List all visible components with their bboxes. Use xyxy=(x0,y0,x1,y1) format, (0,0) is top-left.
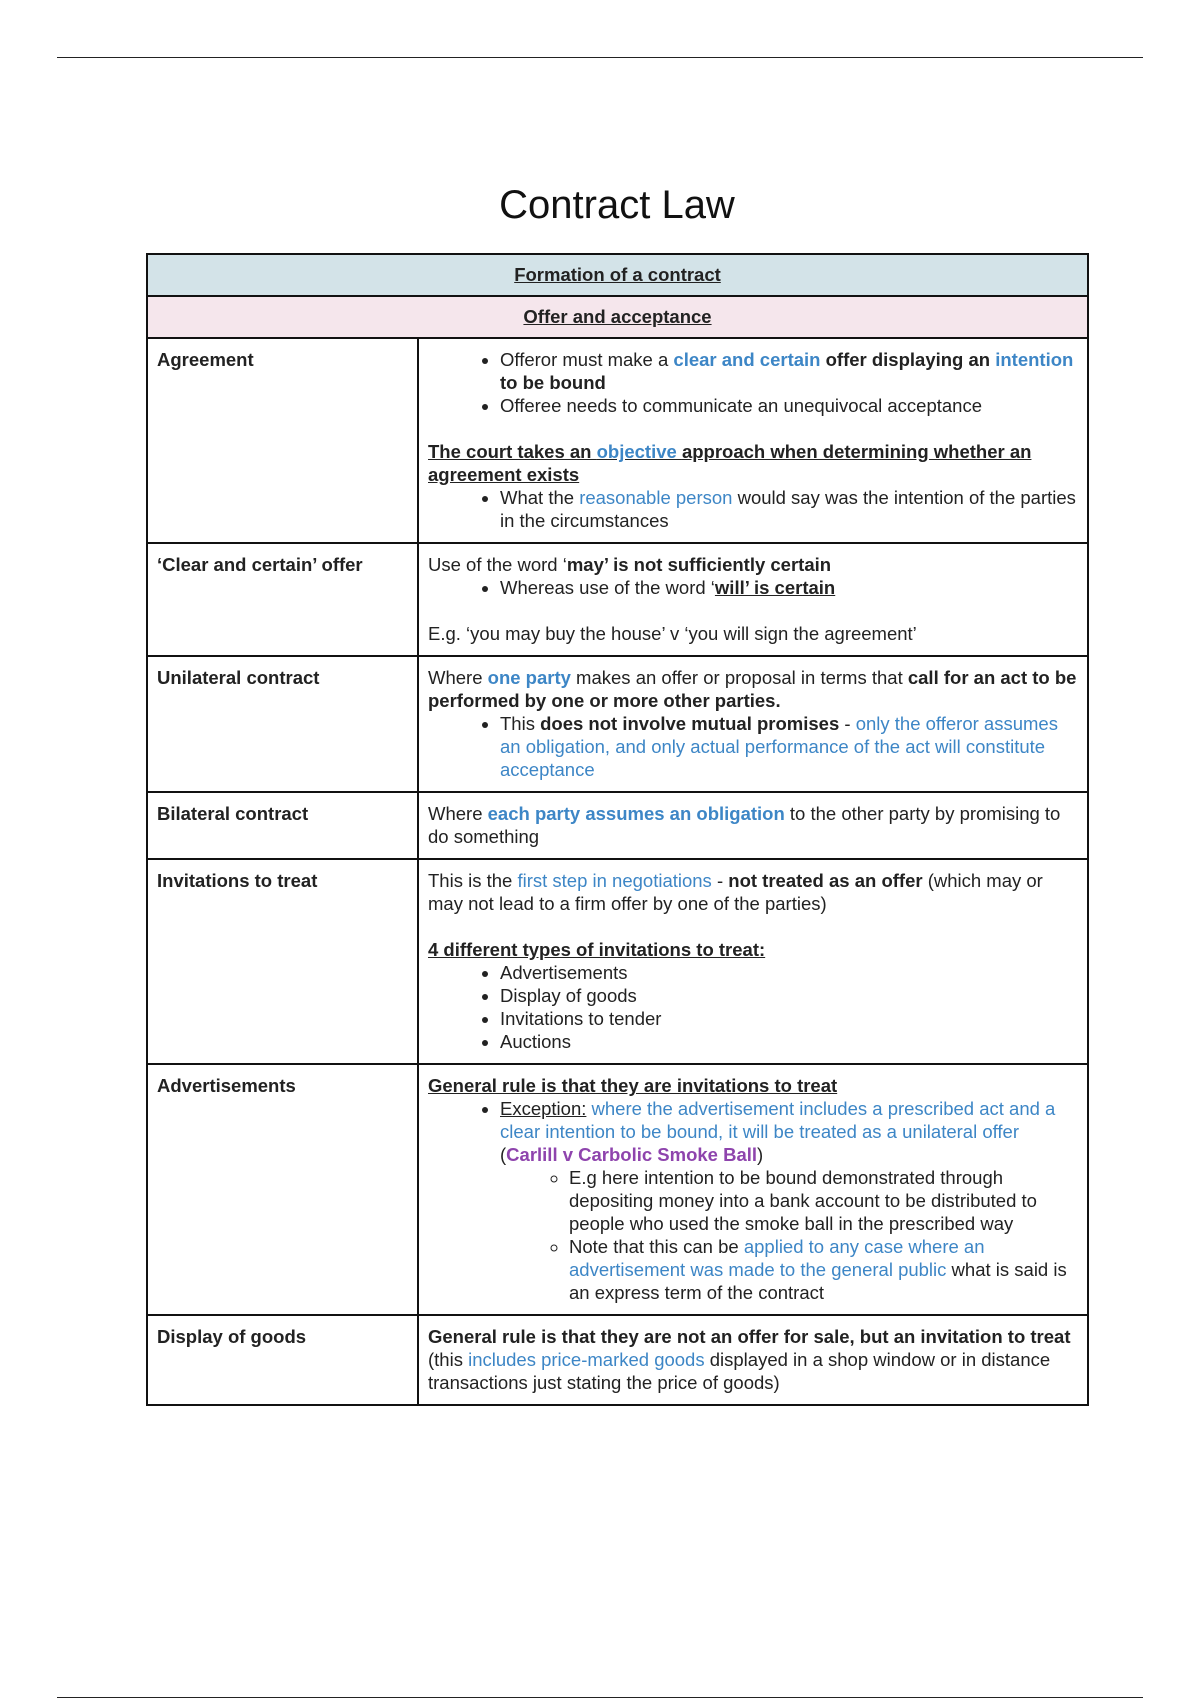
bullet-list xyxy=(428,348,1078,417)
list-item: • Display of goods xyxy=(500,984,1078,1007)
row-label: Bilateral contract xyxy=(147,792,418,859)
list-item: • Whereas use of the word ‘will’ is certain xyxy=(500,576,1078,599)
bottom-rule xyxy=(57,1697,1143,1698)
notes-table xyxy=(146,253,1089,1406)
paragraph: General rule is that they are not an offer for sale, but an invitation to treat (this includes price-marked goods displayed in a shop window or in distance transactions just stating the price of goods) xyxy=(428,1326,1071,1393)
list-item: ◦ E.g here intention to be bound demonstrated through depositing money into a bank account to be distributed to people who used the smoke ball in the prescribed way xyxy=(569,1166,1078,1235)
table-row xyxy=(147,1315,1088,1405)
header-offer-acceptance: Offer and acceptance xyxy=(147,296,1088,338)
list-item: • This does not involve mutual promises - only the offeror assumes an obligation, and only actual performance of the act will constitute acceptance xyxy=(500,712,1078,781)
list-item: • What the reasonable person would say was the intention of the parties in the circumstances xyxy=(500,486,1078,532)
paragraph: This is the first step in negotiations - not treated as an offer (which may or may not lead to a firm offer by one of the parties) xyxy=(428,870,1043,914)
row-content xyxy=(418,543,1088,656)
section-heading: 4 different types of invitations to treat: xyxy=(428,939,766,960)
list-item: • Exception: where the advertisement includes a prescribed act and a clear intention to be bound, it will be treated as a unilateral offer (Carlill v Carbolic Smoke Ball) ◦ E.g here intention to be bound demonstrated through depositing money into a bank account to be distributed to people who used the smoke ball in the prescribed way ◦ Note that this can be applied to any case where an advertisement was made to the general public what is said is an express term of the contract xyxy=(500,1097,1078,1304)
bullet-list xyxy=(428,961,1078,1053)
bullet-list xyxy=(428,1097,1078,1304)
row-label: Unilateral contract xyxy=(147,656,418,792)
row-content xyxy=(418,859,1088,1064)
bullet-list xyxy=(428,486,1078,532)
row-label: Invitations to treat xyxy=(147,859,418,1064)
section-heading: The court takes an objective approach when determining whether an agreement exists xyxy=(428,441,1032,485)
row-label: ‘Clear and certain’ offer xyxy=(147,543,418,656)
row-content xyxy=(418,1064,1088,1315)
row-label: Advertisements xyxy=(147,1064,418,1315)
header-formation: Formation of a contract xyxy=(147,254,1088,296)
example-text: E.g. ‘you may buy the house’ v ‘you will sign the agreement’ xyxy=(428,623,917,644)
list-item: • Invitations to tender xyxy=(500,1007,1078,1030)
table-row xyxy=(147,656,1088,792)
page-title: Contract Law xyxy=(499,183,735,227)
list-item: • Offeree needs to communicate an unequivocal acceptance xyxy=(500,394,1078,417)
table-row xyxy=(147,1064,1088,1315)
table-row xyxy=(147,859,1088,1064)
list-item: • Advertisements xyxy=(500,961,1078,984)
paragraph: Use of the word ‘may’ is not sufficiently certain xyxy=(428,554,832,575)
row-content xyxy=(418,792,1088,859)
row-content xyxy=(418,338,1088,543)
bullet-list xyxy=(428,712,1078,781)
row-label: Agreement xyxy=(147,338,418,543)
paragraph: Where one party makes an offer or proposal in terms that call for an act to be performed by one or more other parties. xyxy=(428,667,1077,711)
table-row xyxy=(147,792,1088,859)
table-row xyxy=(147,338,1088,543)
sub-bullet-list xyxy=(500,1166,1078,1304)
row-content xyxy=(418,656,1088,792)
list-item: ◦ Note that this can be applied to any case where an advertisement was made to the general public what is said is an express term of the contract xyxy=(569,1235,1078,1304)
header-row-sub xyxy=(147,296,1088,338)
header-row-main xyxy=(147,254,1088,296)
bullet-list xyxy=(428,576,1078,599)
section-heading: General rule is that they are invitations to treat xyxy=(428,1075,838,1096)
list-item: • Auctions xyxy=(500,1030,1078,1053)
top-rule xyxy=(57,57,1143,58)
paragraph: Where each party assumes an obligation to the other party by promising to do something xyxy=(428,803,1061,847)
row-label: Display of goods xyxy=(147,1315,418,1405)
row-content xyxy=(418,1315,1088,1405)
list-item: • Offeror must make a clear and certain offer displaying an intention to be bound xyxy=(500,348,1078,394)
table-row xyxy=(147,543,1088,656)
